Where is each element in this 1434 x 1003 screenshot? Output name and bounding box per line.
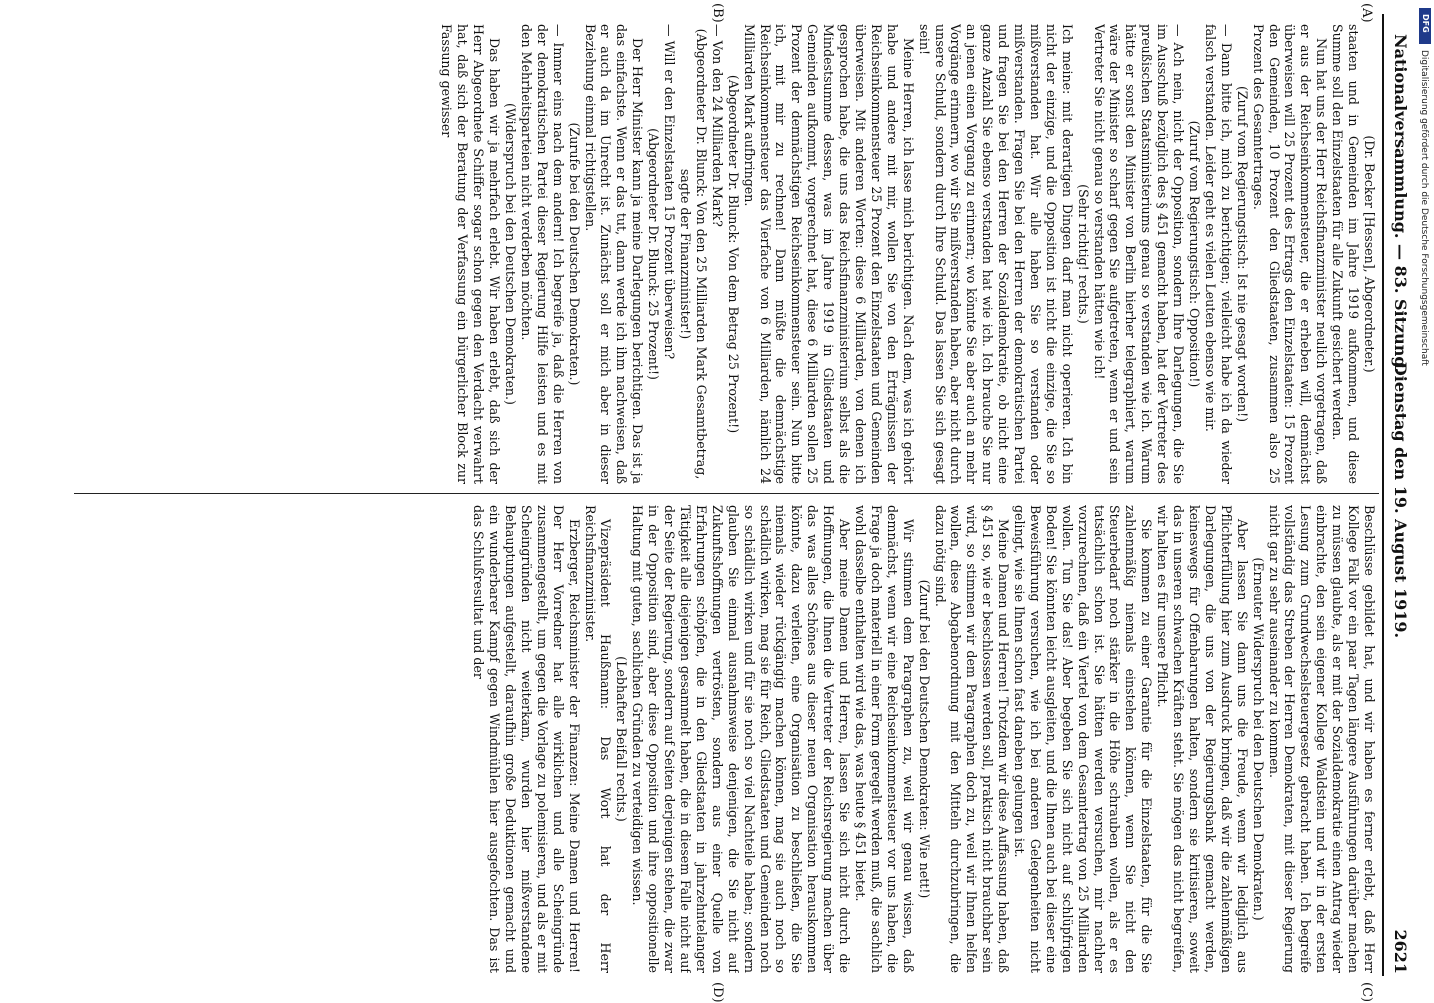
paragraph: Erzberger, Reichsminister der Finanzen: Meine Damen und Herren! Der Herr Vorredner hat alle wirklichen und alle Scheingründe zusammengestellt, um gegen die Vorlage zu polemisieren, und als er mit Scheingründen nicht weiterkam, wurden hier mißverstandene Behauptungen aufgestellt, daraufhin große Deduktionen gemacht und ein wunderbarer Kampf gegen Windmühlen hier ausgefochten. Das ist das Schlußresultat und der xyxy=(471,505,582,973)
paragraph: Das haben wir ja mehrfach erlebt. Wir haben erlebt, daß sich der Herr Abgeordnete Schiffer sogar schon gegen den Verdacht verwahrt hat, daß sich der Beratung der Verfassung ein bürgerlicher Block zur Fassung gewisser xyxy=(439,24,503,484)
header-rule xyxy=(1382,14,1384,976)
margin-mark-c: (C) xyxy=(1359,982,1374,1003)
column-divider xyxy=(74,493,1379,494)
paragraph: Sie kommen zu einer Garantie für die Einzelstaaten, für die Sie zahlenmäßig niemals einstehen können, wenn Sie nicht den Steuerbedarf noch stärker in die Höhe schrauben wollen, als er es tatsächlich schon ist. Sie hätten werden versuchen, mir nachher vorzurechnen, daß ein Viertel von dem Gesamtertrag von 25 Milliarden wollen. Tun Sie das! Aber begeben Sie sich nicht auf schlüpfrigen Boden! Sie könnten leicht ausgleiten, und die Ihnen auch bei dieser eine Beweisführung versuchen, wie ich bei anderen Gelegenheiten nicht gelingt, wie sie Ihnen schon fast daneben gelungen ist. xyxy=(1012,505,1155,973)
digitization-credit xyxy=(1418,6,1432,996)
interjection: (Abgeordneter Dr. Blunck: 25 Prozent!) xyxy=(646,128,662,380)
header-assembly-title: Nationalversammlung. — 83. Sitzung. xyxy=(1391,34,1410,374)
interjection: (Zurufe bei den Deutschen Demokraten.) xyxy=(566,122,582,386)
left-column xyxy=(74,24,1377,484)
interjection: (Abgeordneter Dr. Blunck: Von dem Betrag 25 Prozent!) xyxy=(725,74,741,434)
paragraph: — Dann bitte ich, mich zu berichtigen; vielleicht habe ich da wieder falsch verstanden. Leider geht es vielen Leuten ebenso wie mir. xyxy=(1202,24,1234,484)
paragraph: Wir stimmen dem Paragraphen zu, weil wir genau wissen, daß demnächst, wenn wir eine Reichseinkommensteuer vor uns haben, die Frage ja doch materiell in einer Form geregelt werden muß, die sachlich wohl dasselbe enthalten wird wie das, was heute § 451 bietet. xyxy=(853,505,916,973)
paragraph: Meine Damen und Herren! Trotzdem wir diese Auffassung haben, daß § 451 so, wie er beschlossen werden soll, praktisch nicht brauchbar sein wird, so stimmen wir dem Paragraphen doch zu, weil wir Ihnen helfen wollen, diese Abgabenordnung mit den Mitteln durchzubringen, die dazu nötig sind. xyxy=(932,505,1012,973)
page-header xyxy=(1382,20,1414,980)
interjection: (Erneuter Widerspruch bei den Deutschen Demokraten.) xyxy=(1250,557,1266,921)
paragraph: Der Herr Minister kann ja meine Darlegungen berichtigen. Das ist ja das einfachste. Wenn er das tut, dann werde ich ihm nachweisen, daß er auch da im Unrecht ist. Zunächst soll er mich aber in dieser Beziehung einmal richtigstellen. xyxy=(582,24,646,484)
interjection: (Sehr richtig! rechts.) xyxy=(1075,184,1091,324)
interjection: (Lebhafter Beifall rechts.) xyxy=(614,656,630,822)
paragraph: — Immer eins nach dem andern! Ich begreife ja, daß die Herren von der demokratischen Partei dieser Regierung Hilfe leisten und es mit den Mehrheitsparteien nicht verderben möchten. xyxy=(518,24,566,484)
paragraph: — Von den 24 Milliarden Mark? xyxy=(709,24,725,227)
interjection: (Zuruf vom Regierungstisch: Ist nie gesagt worden!) xyxy=(1234,85,1250,423)
newspaper-page xyxy=(70,0,1415,1003)
paragraph: — Will er den Einzelstaaten 15 Prozent überweisen? xyxy=(662,24,678,360)
paragraph: Meine Herren, ich lasse mich berichtigen. Nach dem, was ich gehört habe und andere mit mir, wollen Sie von den Erträgnissen der Reichseinkommensteuer 25 Prozent den Einzelstaaten und Gemeinden überweisen. Mit anderen Worten: diese 6 Milliarden, von denen ich gesprochen habe, die uns das Reichsfinanzministerium selbst als die Mindestsumme dessen, was im Jahre 1919 in Gliedstaaten und Gemeinden aufkommt, vorgerechnet hat, diese 6 Milliarden sollen 25 Prozent der demnächstigen Reichseinkommensteuer sein. Nun bitte ich, mit mir zu rechnen! Dann müßte die demnächstige Reichseinkommensteuer das Vierfache von 6 Milliarden, nämlich 24 Milliarden Mark aufbringen. xyxy=(741,24,916,484)
page-number: 2621 xyxy=(1391,929,1410,974)
margin-mark-a: (A) xyxy=(1359,3,1374,23)
interjection: (Zuruf bei den Deutschen Demokraten: Wie nett!) xyxy=(916,579,932,899)
margin-mark-d: (D) xyxy=(710,982,725,1003)
paragraph: Beschlüsse gebildet hat, und wir haben es ferner erlebt, daß Herr Kollege Falk vor ein paar Tagen längere Ausführungen darüber machen zu müssen glaubte, als er mit der Sozialdemokratie einen Antrag wieder einbrachte, den sein eigener Kollege Waldstein und wir in der ersten Lesung zum Grundwechselsteuergesetz gebracht haben. Ich begreife vollständig das Streben der Herren Demokraten, mit dieser Regierung nicht gar zu sehr auseinander zu kommen. xyxy=(1266,505,1377,973)
interjection: (Abgeordneter Dr. Blunck: Von den 25 Milliarden Mark Gesamtbetrag, sagte der Finanzminister!) xyxy=(678,28,709,480)
digitization-credit-text: Digitalisierung gefördert durch die Deutsche Forschungsgemeinschaft xyxy=(1419,50,1429,366)
paragraph: Aber lassen Sie dann uns die Freude, wenn wir lediglich aus Pflichterfüllung hier zum Ausdruck bringen, daß wir die zahlenmäßigen Darlegungen, die uns von der Regierungsbank gemacht werden, keineswegs für Offenbarungen halten, sondern sie kritisieren, soweit das in unseren schwachen Kräften steht. Sie mögen das nicht begreifen, wir halten es für unsere Pflicht. xyxy=(1155,505,1250,973)
header-date: Dienstag den 19. August 1919. xyxy=(1391,361,1410,639)
paragraph: Aber meine Damen und Herren, lassen Sie sich nicht durch die Hoffnungen, die Ihnen die Vertreter der Reichsregierung machen über das was alles Schönes aus dieser neuen Organisation herauskommen könnte, dazu verleiten, eine Organisation zu beschließen, die Sie niemals wieder rückgängig machen können, mag sie auch noch so schädlich wirken, mag sie für Reich, Gliedstaaten und Gemeinden noch so schädlich wirken und für sie noch so viel Nachteile haben; sondern glauben Sie einmal ausnahmsweise denjenigen, die Sie nicht auf Zukunftshoffnungen vertrösten, sondern aus einer Quelle von Erfahrungen schöpfen, die in den Gliedstaaten in jahrzehntelanger Tätigkeit alle diejenigen gesammelt haben, die in diesem Falle nicht auf der Seite der Regierung, sondern auf Seiten derjenigen stehen, die zwar in der Opposition sind, aber diese Opposition und ihre oppositionelle Haltung mit guten, sachlichen Gründen zu verteidigen wissen. xyxy=(630,505,853,973)
dfg-logo-text: DFG xyxy=(1421,14,1430,33)
speaker-heading: (Dr. Becker [Hessen], Abgeordneter.) xyxy=(1362,135,1377,373)
paragraph: staaten und in Gemeinden im Jahre 1919 aufkommen, und diese Summe soll den Einzelstaaten für alle Zukunft gesichert werden. xyxy=(1330,24,1362,484)
speaker-heading: Vizepräsident Haußmann: Das Wort hat der Herr Reichsfinanzminister. xyxy=(582,505,614,973)
dfg-logo xyxy=(1419,8,1431,44)
paragraph: Ich meine: mit derartigen Dingen darf man nicht operieren. Ich bin nicht der einzige, und die Opposition ist nicht die einzige, die Sie so mißverstanden hat. Wir alle haben Sie so verstanden oder mißverstanden. Fragen Sie bei den Herren der demokratischen Partei und fragen Sie bei den Herren der Sozialdemokratie, ob nicht eine ganze Anzahl Sie ebenso verstanden hat wie ich. Ich brauche Sie nur an jenen einen Vorgang zu erinnern; wo könnte Sie aber auch an mehr Vorgänge erinnern, wo wir Sie mißverstanden haben, aber nicht durch unsere Schuld, sondern durch Ihre Schuld. Das lassen Sie sich gesagt sein! xyxy=(916,24,1075,484)
interjection: (Zuruf vom Regierungstisch: Opposition!) xyxy=(1187,120,1203,388)
margin-mark-b: (B) xyxy=(710,3,725,23)
right-column xyxy=(74,505,1377,973)
paragraph: — Ach nein, nicht der Opposition, sondern Ihre Darlegungen, die Sie im Ausschuß bezüglich des § 451 gemacht haben, hat der Vertreter des preußischen Staatsministeriums genau so verstanden wie ich. Warum hätte er sonst den Minister von Berlin hierher telegraphiert, warum wäre der Minister so scharf gegen Sie aufgetreten, wenn er und sein Vertreter Sie nicht genau so verstanden hätten wie ich! xyxy=(1091,24,1187,484)
interjection: (Widerspruch bei den Deutschen Demokraten.) xyxy=(503,103,519,405)
paragraph: Nun hat uns der Herr Reichsfinanzminister neulich vorgetragen, daß er aus der Reichseinkommensteuer, die er erheben will, demnächst überweisen will 25 Prozent des Ertrags den Einzelstaaten: 15 Prozent den Gemeinden, 10 Prozent den Gliedstaaten, zusammen also 25 Prozent des Gesamtertrages. xyxy=(1250,24,1330,484)
